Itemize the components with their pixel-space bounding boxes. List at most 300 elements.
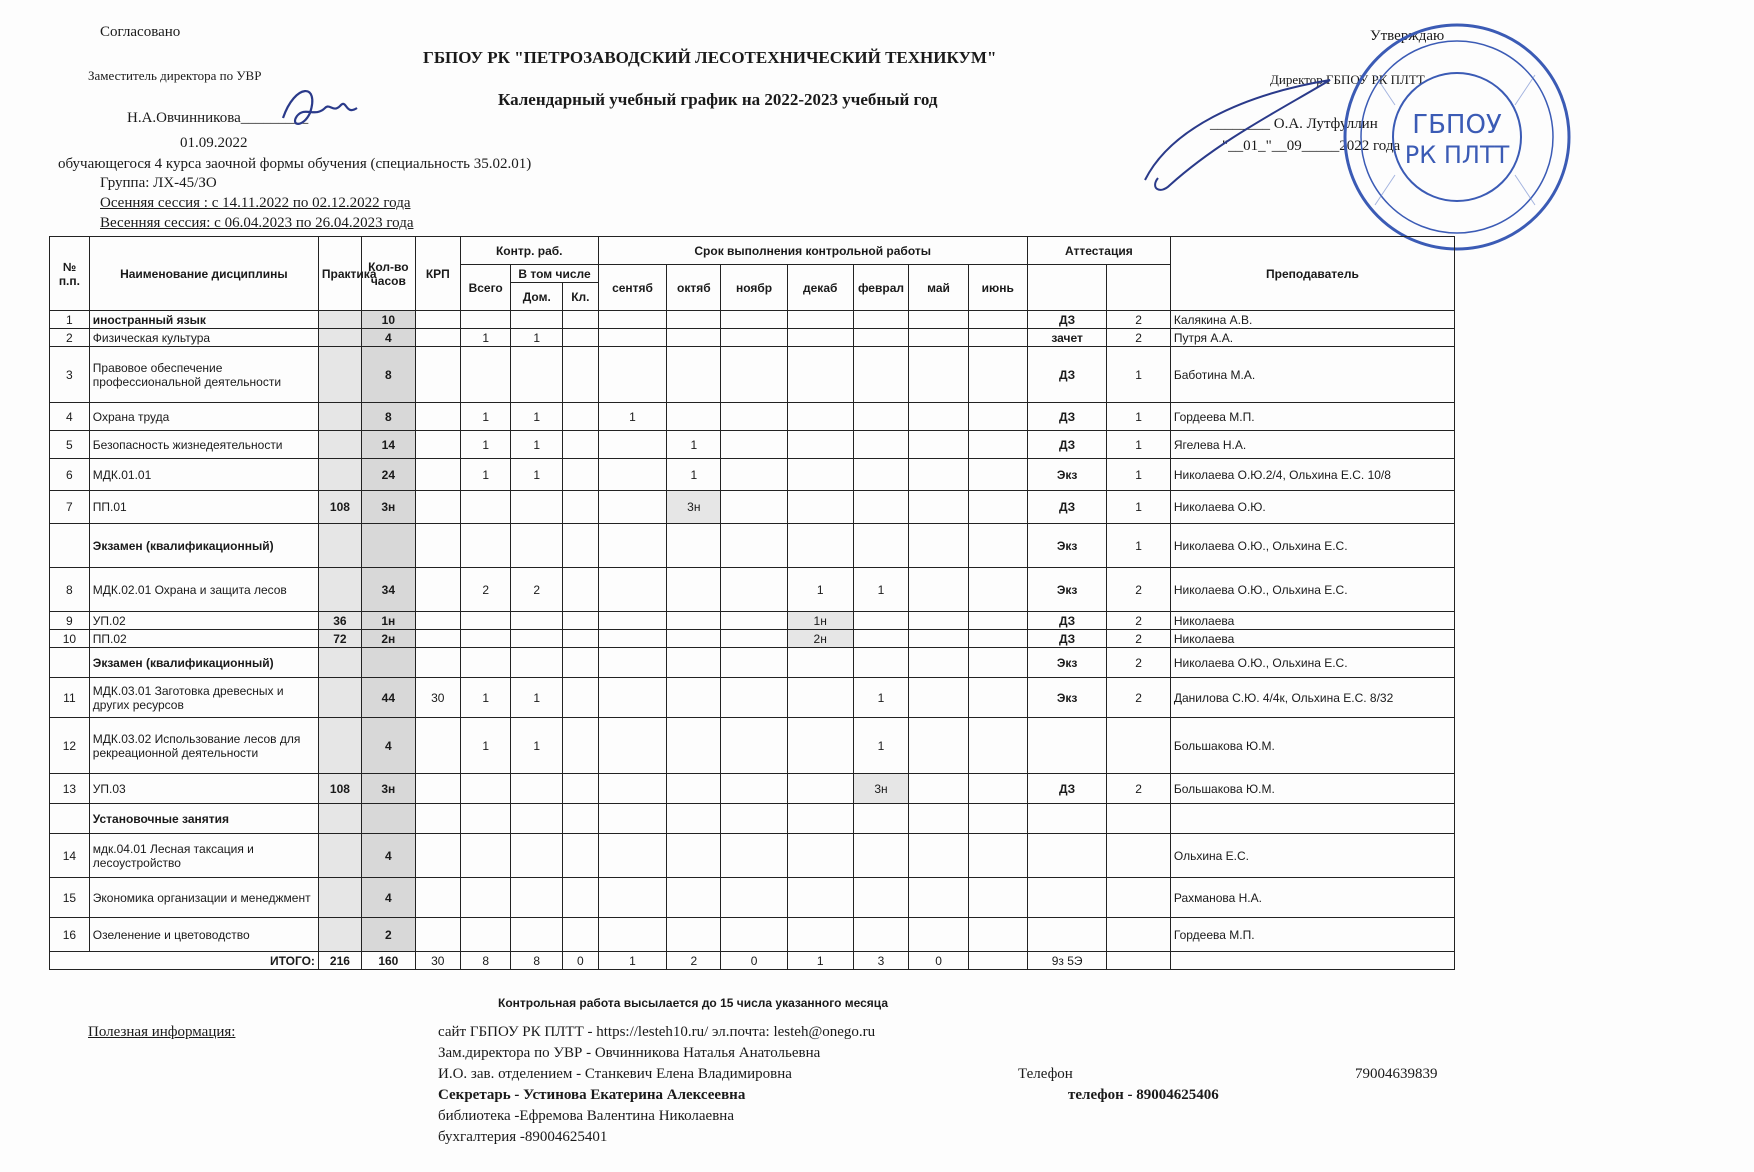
- header-month-1: октяб: [667, 265, 721, 311]
- month-cell: [667, 524, 721, 568]
- control-kl-cell: [563, 918, 599, 952]
- control-kl-cell: [563, 612, 599, 630]
- krp-cell: [415, 918, 460, 952]
- practice-cell: [318, 568, 361, 612]
- control-kl-cell: [563, 329, 599, 347]
- month-cell: [721, 329, 788, 347]
- month-cell: [787, 431, 853, 459]
- attest-semester: 2: [1107, 612, 1170, 630]
- hours-cell: 2н: [361, 630, 415, 648]
- student-line: обучающегося 4 курса заочной формы обучения (специальность 35.02.01): [58, 156, 532, 172]
- control-dom-cell: [511, 804, 563, 834]
- header-dom: Дом.: [511, 283, 563, 311]
- attest-semester: 1: [1107, 459, 1170, 491]
- month-cell: [667, 568, 721, 612]
- phone-value: 79004639839: [1355, 1066, 1438, 1082]
- month-cell: [968, 311, 1027, 329]
- attest-semester: 2: [1107, 678, 1170, 718]
- practice-cell: [318, 459, 361, 491]
- month-cell: [909, 459, 968, 491]
- attest-type: ДЗ: [1027, 491, 1107, 524]
- krp-cell: [415, 347, 460, 403]
- table-row: [50, 804, 1455, 834]
- row-number: 8: [50, 568, 90, 612]
- krp-cell: [415, 630, 460, 648]
- month-cell: [667, 648, 721, 678]
- month-cell: [787, 878, 853, 918]
- hours-cell: [361, 648, 415, 678]
- control-dom-cell: 1: [511, 459, 563, 491]
- totals-hours: 160: [361, 952, 415, 970]
- krp-cell: 30: [415, 678, 460, 718]
- teacher-cell: Калякина А.В.: [1170, 311, 1454, 329]
- discipline-name: Безопасность жизнедеятельности: [89, 431, 318, 459]
- discipline-name: Охрана труда: [89, 403, 318, 431]
- month-cell: [968, 491, 1027, 524]
- month-cell: [598, 431, 667, 459]
- month-cell: [968, 403, 1027, 431]
- teacher-cell: Баботина М.А.: [1170, 347, 1454, 403]
- hours-cell: 8: [361, 403, 415, 431]
- practice-cell: 108: [318, 774, 361, 804]
- month-cell: [598, 568, 667, 612]
- month-cell: 3н: [667, 491, 721, 524]
- month-cell: [667, 774, 721, 804]
- month-cell: [667, 804, 721, 834]
- teacher-cell: [1170, 804, 1454, 834]
- month-cell: [853, 311, 909, 329]
- header-month-2: ноябр: [721, 265, 788, 311]
- krp-cell: [415, 459, 460, 491]
- secretary-phone: телефон - 89004625406: [1068, 1087, 1219, 1103]
- accounting-line: бухгалтерия -89004625401: [438, 1129, 608, 1145]
- month-cell: [598, 524, 667, 568]
- totals-label: ИТОГО:: [50, 952, 319, 970]
- practice-cell: [318, 347, 361, 403]
- month-cell: 2н: [787, 630, 853, 648]
- header-incl: В том числе: [511, 265, 598, 283]
- practice-cell: [318, 878, 361, 918]
- practice-cell: [318, 718, 361, 774]
- month-cell: [721, 918, 788, 952]
- month-cell: [853, 524, 909, 568]
- control-kl-cell: [563, 568, 599, 612]
- attest-semester: 1: [1107, 431, 1170, 459]
- month-cell: [853, 648, 909, 678]
- krp-cell: [415, 718, 460, 774]
- month-cell: [598, 459, 667, 491]
- row-number: 9: [50, 612, 90, 630]
- attest-type: [1027, 918, 1107, 952]
- month-cell: [721, 878, 788, 918]
- table-row: [50, 774, 1455, 804]
- control-kl-cell: [563, 774, 599, 804]
- control-dom-cell: [511, 774, 563, 804]
- practice-cell: [318, 431, 361, 459]
- discipline-name: иностранный язык: [89, 311, 318, 329]
- month-cell: [909, 878, 968, 918]
- teacher-cell: Данилова С.Ю. 4/4к, Ольхина Е.С. 8/32: [1170, 678, 1454, 718]
- month-cell: [787, 718, 853, 774]
- row-number: 11: [50, 678, 90, 718]
- approved-label: Согласовано: [100, 24, 181, 40]
- header-control: Контр. раб.: [460, 237, 598, 265]
- attest-type: ДЗ: [1027, 630, 1107, 648]
- header-kl: Кл.: [563, 283, 599, 311]
- teacher-cell: Большакова Ю.М.: [1170, 774, 1454, 804]
- teacher-cell: Николаева: [1170, 612, 1454, 630]
- control-total-cell: [460, 804, 511, 834]
- month-cell: [909, 347, 968, 403]
- krp-cell: [415, 491, 460, 524]
- month-cell: [598, 878, 667, 918]
- month-cell: [598, 311, 667, 329]
- month-cell: 3н: [853, 774, 909, 804]
- control-dom-cell: [511, 347, 563, 403]
- month-cell: [598, 804, 667, 834]
- month-cell: [853, 918, 909, 952]
- month-cell: [667, 834, 721, 878]
- month-cell: [721, 459, 788, 491]
- month-cell: [721, 612, 788, 630]
- table-row: [50, 612, 1455, 630]
- month-cell: [968, 878, 1027, 918]
- month-cell: [721, 524, 788, 568]
- header-month-6: июнь: [968, 265, 1027, 311]
- practice-cell: 108: [318, 491, 361, 524]
- teacher-cell: Большакова Ю.М.: [1170, 718, 1454, 774]
- month-cell: [968, 648, 1027, 678]
- approver-title: Заместитель директора по УВР: [88, 68, 262, 83]
- attest-semester: 2: [1107, 648, 1170, 678]
- month-cell: [598, 630, 667, 648]
- month-cell: [909, 329, 968, 347]
- control-total-cell: 1: [460, 718, 511, 774]
- month-cell: [598, 678, 667, 718]
- teacher-cell: Путря А.А.: [1170, 329, 1454, 347]
- discipline-name: ПП.01: [89, 491, 318, 524]
- month-cell: [853, 612, 909, 630]
- month-cell: [787, 403, 853, 431]
- month-cell: 1: [667, 459, 721, 491]
- totals-month: 0: [721, 952, 788, 970]
- krp-cell: [415, 431, 460, 459]
- discipline-name: Экзамен (квалификационный): [89, 524, 318, 568]
- discipline-name: МДК.02.01 Охрана и защита лесов: [89, 568, 318, 612]
- control-dom-cell: [511, 648, 563, 678]
- header-month-5: май: [909, 265, 968, 311]
- month-cell: 1: [853, 718, 909, 774]
- practice-cell: [318, 329, 361, 347]
- attest-semester: [1107, 804, 1170, 834]
- director-date: "__01_"__09_____2022 года: [1222, 138, 1401, 154]
- discipline-name: МДК.03.01 Заготовка древесных и других ресурсов: [89, 678, 318, 718]
- control-dom-cell: [511, 612, 563, 630]
- month-cell: [968, 834, 1027, 878]
- totals-dom: 8: [511, 952, 563, 970]
- control-kl-cell: [563, 491, 599, 524]
- totals-semester: [1107, 952, 1170, 970]
- attest-semester: 2: [1107, 311, 1170, 329]
- month-cell: [721, 311, 788, 329]
- month-cell: [667, 329, 721, 347]
- header-hours: Кол-во часов: [361, 237, 415, 311]
- month-cell: [667, 630, 721, 648]
- month-cell: [909, 804, 968, 834]
- header-month-4: феврал: [853, 265, 909, 311]
- totals-row: [50, 952, 1455, 970]
- teacher-cell: Николаева: [1170, 630, 1454, 648]
- attest-semester: 2: [1107, 329, 1170, 347]
- row-number: 16: [50, 918, 90, 952]
- attest-semester: 2: [1107, 568, 1170, 612]
- attest-type: [1027, 878, 1107, 918]
- control-total-cell: [460, 524, 511, 568]
- month-cell: [968, 678, 1027, 718]
- table-row: [50, 311, 1455, 329]
- table-row: [50, 524, 1455, 568]
- useful-info-label: Полезная информация:: [88, 1024, 236, 1040]
- month-cell: [787, 347, 853, 403]
- month-cell: 1: [667, 431, 721, 459]
- month-cell: [598, 329, 667, 347]
- krp-cell: [415, 612, 460, 630]
- month-cell: [721, 648, 788, 678]
- schedule-table: [49, 236, 1455, 970]
- month-cell: 1: [787, 568, 853, 612]
- row-number: 12: [50, 718, 90, 774]
- hours-cell: 14: [361, 431, 415, 459]
- month-cell: [968, 431, 1027, 459]
- control-total-cell: [460, 311, 511, 329]
- attest-semester: 1: [1107, 491, 1170, 524]
- header-deadline: Срок выполнения контрольной работы: [598, 237, 1027, 265]
- month-cell: [909, 491, 968, 524]
- totals-month: 1: [598, 952, 667, 970]
- table-row: [50, 878, 1455, 918]
- table-row: [50, 834, 1455, 878]
- practice-cell: [318, 311, 361, 329]
- krp-cell: [415, 878, 460, 918]
- header-month-3: декаб: [787, 265, 853, 311]
- hours-cell: 4: [361, 834, 415, 878]
- month-cell: [598, 918, 667, 952]
- month-cell: [598, 491, 667, 524]
- month-cell: [909, 678, 968, 718]
- month-cell: [598, 774, 667, 804]
- head-line: И.О. зав. отделением - Станкевич Елена Владимировна: [438, 1066, 792, 1082]
- attest-semester: 1: [1107, 347, 1170, 403]
- control-dom-cell: [511, 491, 563, 524]
- month-cell: [721, 347, 788, 403]
- row-number: 5: [50, 431, 90, 459]
- attest-type: Экз: [1027, 524, 1107, 568]
- discipline-name: Озеленение и цветоводство: [89, 918, 318, 952]
- attest-type: ДЗ: [1027, 612, 1107, 630]
- month-cell: [787, 491, 853, 524]
- control-dom-cell: [511, 311, 563, 329]
- control-dom-cell: [511, 834, 563, 878]
- attest-type: Экз: [1027, 648, 1107, 678]
- group-label: Группа: ЛХ-45/ЗО: [100, 175, 217, 191]
- totals-month: [968, 952, 1027, 970]
- discipline-name: мдк.04.01 Лесная таксация и лесоустройство: [89, 834, 318, 878]
- table-row: [50, 347, 1455, 403]
- hours-cell: [361, 804, 415, 834]
- hours-cell: 3н: [361, 774, 415, 804]
- attest-semester: 1: [1107, 403, 1170, 431]
- month-cell: [853, 804, 909, 834]
- totals-month: 0: [909, 952, 968, 970]
- attest-type: ДЗ: [1027, 347, 1107, 403]
- month-cell: [598, 718, 667, 774]
- month-cell: [968, 329, 1027, 347]
- header-month-0: сентяб: [598, 265, 667, 311]
- row-number: 7: [50, 491, 90, 524]
- attest-semester: 2: [1107, 774, 1170, 804]
- control-dom-cell: 1: [511, 403, 563, 431]
- teacher-cell: Николаева О.Ю., Ольхина Е.С.: [1170, 524, 1454, 568]
- month-cell: [787, 459, 853, 491]
- attest-type: ДЗ: [1027, 431, 1107, 459]
- header-total: Всего: [460, 265, 511, 311]
- month-cell: [968, 568, 1027, 612]
- autumn-session: Осенняя сессия : с 14.11.2022 по 02.12.2022 года: [100, 195, 411, 211]
- control-total-cell: 1: [460, 678, 511, 718]
- discipline-name: МДК.01.01: [89, 459, 318, 491]
- month-cell: [667, 918, 721, 952]
- month-cell: [667, 612, 721, 630]
- practice-cell: [318, 648, 361, 678]
- library-line: библиотека -Ефремова Валентина Николаевна: [438, 1108, 734, 1124]
- totals-practice: 216: [318, 952, 361, 970]
- attest-type: Экз: [1027, 678, 1107, 718]
- month-cell: [721, 431, 788, 459]
- month-cell: [721, 568, 788, 612]
- teacher-cell: Рахманова Н.А.: [1170, 878, 1454, 918]
- control-dom-cell: [511, 524, 563, 568]
- month-cell: [853, 878, 909, 918]
- control-dom-cell: 1: [511, 431, 563, 459]
- month-cell: [853, 834, 909, 878]
- discipline-name: Установочные занятия: [89, 804, 318, 834]
- row-number: 14: [50, 834, 90, 878]
- totals-attest: 9з 5Э: [1027, 952, 1107, 970]
- month-cell: [909, 648, 968, 678]
- control-total-cell: [460, 630, 511, 648]
- totals-krp: 30: [415, 952, 460, 970]
- table-row: [50, 329, 1455, 347]
- attest-type: Экз: [1027, 568, 1107, 612]
- month-cell: [909, 568, 968, 612]
- krp-cell: [415, 403, 460, 431]
- month-cell: [787, 678, 853, 718]
- row-number: 6: [50, 459, 90, 491]
- header-krp: КРП: [415, 237, 460, 311]
- hours-cell: 4: [361, 878, 415, 918]
- discipline-name: Физическая культура: [89, 329, 318, 347]
- month-cell: [968, 347, 1027, 403]
- practice-cell: [318, 403, 361, 431]
- row-number: [50, 524, 90, 568]
- hours-cell: 24: [361, 459, 415, 491]
- row-number: 13: [50, 774, 90, 804]
- month-cell: [667, 678, 721, 718]
- control-total-cell: [460, 918, 511, 952]
- header-practice: Практика: [318, 237, 361, 311]
- month-cell: [721, 804, 788, 834]
- control-kl-cell: [563, 524, 599, 568]
- month-cell: [968, 524, 1027, 568]
- month-cell: [787, 834, 853, 878]
- month-cell: [853, 329, 909, 347]
- control-kl-cell: [563, 834, 599, 878]
- month-cell: [787, 524, 853, 568]
- table-row: [50, 403, 1455, 431]
- attest-type: ДЗ: [1027, 311, 1107, 329]
- month-cell: [909, 612, 968, 630]
- svg-text:РК ПЛТТ: РК ПЛТТ: [1404, 141, 1510, 169]
- month-cell: [909, 918, 968, 952]
- table-row: [50, 678, 1455, 718]
- totals-month: 2: [667, 952, 721, 970]
- teacher-cell: Гордеева М.П.: [1170, 403, 1454, 431]
- control-total-cell: 1: [460, 459, 511, 491]
- attest-semester: [1107, 834, 1170, 878]
- deputy-line: Зам.директора по УВР - Овчинникова Наталья Анатольевна: [438, 1045, 821, 1061]
- month-cell: [909, 431, 968, 459]
- krp-cell: [415, 329, 460, 347]
- month-cell: [787, 311, 853, 329]
- month-cell: [909, 403, 968, 431]
- month-cell: [853, 491, 909, 524]
- control-kl-cell: [563, 403, 599, 431]
- control-dom-cell: 1: [511, 329, 563, 347]
- month-cell: [853, 347, 909, 403]
- attest-semester: [1107, 878, 1170, 918]
- month-cell: [667, 878, 721, 918]
- month-cell: [667, 718, 721, 774]
- month-cell: [853, 403, 909, 431]
- hours-cell: 1н: [361, 612, 415, 630]
- month-cell: 1: [853, 568, 909, 612]
- table-row: [50, 630, 1455, 648]
- month-cell: [853, 459, 909, 491]
- control-total-cell: [460, 491, 511, 524]
- control-total-cell: 2: [460, 568, 511, 612]
- month-cell: [787, 329, 853, 347]
- control-kl-cell: [563, 804, 599, 834]
- control-dom-cell: 1: [511, 718, 563, 774]
- practice-cell: [318, 918, 361, 952]
- row-number: 2: [50, 329, 90, 347]
- practice-cell: [318, 524, 361, 568]
- attest-semester: 2: [1107, 630, 1170, 648]
- organization-stamp: [1335, 15, 1580, 260]
- control-dom-cell: [511, 878, 563, 918]
- month-cell: [968, 718, 1027, 774]
- krp-cell: [415, 648, 460, 678]
- krp-cell: [415, 311, 460, 329]
- row-number: 1: [50, 311, 90, 329]
- month-cell: 1н: [787, 612, 853, 630]
- table-row: [50, 718, 1455, 774]
- practice-cell: [318, 678, 361, 718]
- teacher-cell: Ольхина Е.С.: [1170, 834, 1454, 878]
- teacher-cell: Гордеева М.П.: [1170, 918, 1454, 952]
- row-number: 15: [50, 878, 90, 918]
- doc-title: Календарный учебный график на 2022-2023 учебный год: [498, 90, 938, 109]
